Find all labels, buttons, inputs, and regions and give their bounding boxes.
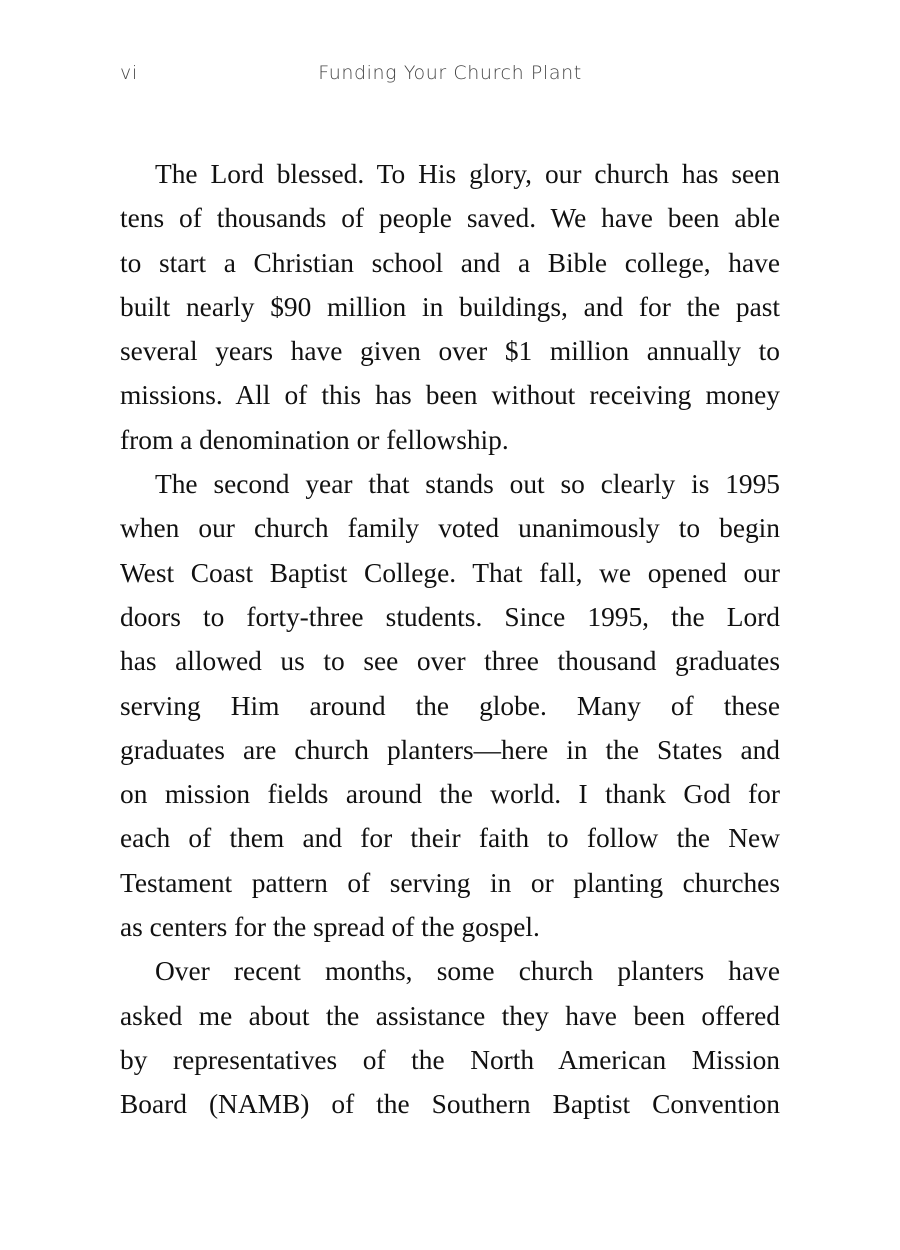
text-line: as centers for the spread of the gospel. xyxy=(120,912,540,943)
text-line: several years have given over $1 million annually to xyxy=(120,336,780,367)
text-line: West Coast Baptist College. That fall, we opened our xyxy=(120,557,780,588)
text-line: has allowed us to see over three thousand graduates xyxy=(120,646,780,677)
text-line: graduates are church planters—here in the States and xyxy=(120,734,780,765)
text-line: asked me about the assistance they have been offered xyxy=(120,1000,780,1031)
text-line: The second year that stands out so clearly is 1995 xyxy=(155,469,780,500)
text-line: Board (NAMB) of the Southern Baptist Convention xyxy=(120,1089,780,1120)
text-line: to start a Christian school and a Bible college, have xyxy=(120,247,780,278)
paragraph-2 xyxy=(120,462,780,949)
text-line: missions. All of this has been without receiving money xyxy=(120,380,780,411)
paragraph-1 xyxy=(120,152,780,462)
text-line: The Lord blessed. To His glory, our church has seen xyxy=(155,159,780,189)
text-line: each of them and for their faith to follow the New xyxy=(120,823,780,854)
body-text xyxy=(120,152,780,1127)
text-line: when our church family voted unanimously to begin xyxy=(120,513,780,544)
text-line: tens of thousands of people saved. We have been able xyxy=(120,203,780,234)
text-line: from a denomination or fellowship. xyxy=(120,424,509,455)
page-number: vi xyxy=(120,62,138,84)
running-head xyxy=(0,62,900,90)
text-line: doors to forty-three students. Since 1995, the Lord xyxy=(120,601,780,632)
text-line: serving Him around the globe. Many of these xyxy=(120,690,780,721)
running-title: Funding Your Church Plant xyxy=(318,62,582,84)
text-line: built nearly $90 million in buildings, and for the past xyxy=(120,291,780,322)
text-line: Over recent months, some church planters have xyxy=(155,956,780,987)
text-line: by representatives of the North American Mission xyxy=(120,1044,780,1075)
paragraph-3 xyxy=(120,949,780,1126)
text-line: on mission fields around the world. I thank God for xyxy=(120,779,780,810)
text-line: Testament pattern of serving in or planting churches xyxy=(120,867,780,898)
